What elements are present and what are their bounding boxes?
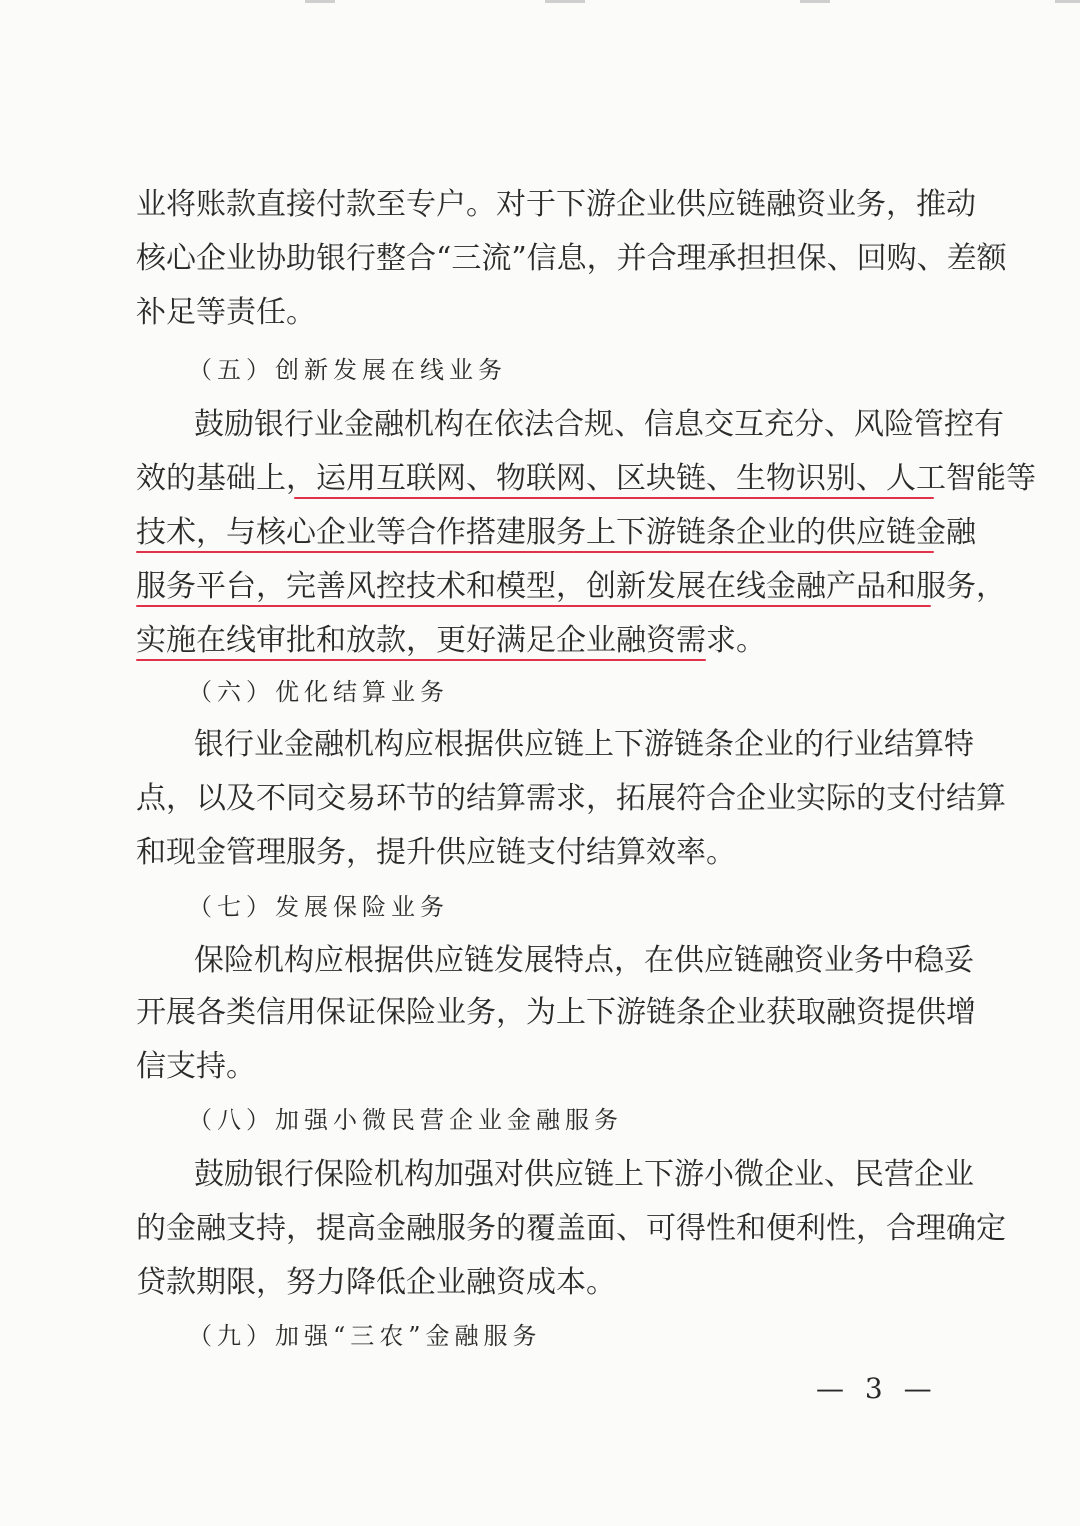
text-line: 开展各类信用保证保险业务，为上下游链条企业获取融资提供增 (136, 995, 976, 1030)
section-heading-8: （八）加强小微民营企业金融服务 (188, 1106, 623, 1134)
text-line: 贷款期限，努力降低企业融资成本。 (136, 1265, 616, 1300)
highlight-underline (136, 605, 931, 607)
text-line: 信支持。 (136, 1049, 256, 1084)
highlight-underline (294, 497, 934, 499)
text-line: 效的基础上，运用互联网、物联网、区块链、生物识别、人工智能等 (136, 461, 1036, 496)
text-line: 点，以及不同交易环节的结算需求，拓展符合企业实际的支付结算 (136, 781, 1006, 816)
text-line: 保险机构应根据供应链发展特点，在供应链融资业务中稳妥 (194, 943, 974, 978)
scan-edge-marks (0, 0, 1080, 10)
text-line: 和现金管理服务，提升供应链支付结算效率。 (136, 835, 736, 870)
text-line: 业将账款直接付款至专户。对于下游企业供应链融资业务，推动 (136, 187, 976, 222)
highlight-underline (136, 551, 934, 553)
text-line: 鼓励银行保险机构加强对供应链上下游小微企业、民营企业 (194, 1157, 974, 1192)
text-line: 核心企业协助银行整合“三流”信息，并合理承担担保、回购、差额 (136, 241, 1007, 276)
text-line: 技术，与核心企业等合作搭建服务上下游链条企业的供应链金融 (136, 515, 976, 550)
section-heading-5: （五）创新发展在线业务 (188, 356, 507, 384)
text-line: 补足等责任。 (136, 295, 316, 330)
page-number: — 3 — (816, 1372, 938, 1405)
text-line: 鼓励银行业金融机构在依法合规、信息交互充分、风险管控有 (194, 407, 1004, 442)
section-heading-6: （六）优化结算业务 (188, 678, 449, 706)
text-line: 服务平台，完善风控技术和模型，创新发展在线金融产品和服务， (136, 569, 1006, 604)
section-heading-7: （七）发展保险业务 (188, 893, 449, 921)
text-line: 银行业金融机构应根据供应链上下游链条企业的行业结算特 (194, 727, 974, 762)
text-line: 实施在线审批和放款，更好满足企业融资需求。 (136, 623, 766, 658)
text-line: 的金融支持，提高金融服务的覆盖面、可得性和便利性，合理确定 (136, 1211, 1006, 1246)
highlight-underline (136, 659, 706, 661)
section-heading-9: （九）加强“三农”金融服务 (188, 1322, 542, 1350)
